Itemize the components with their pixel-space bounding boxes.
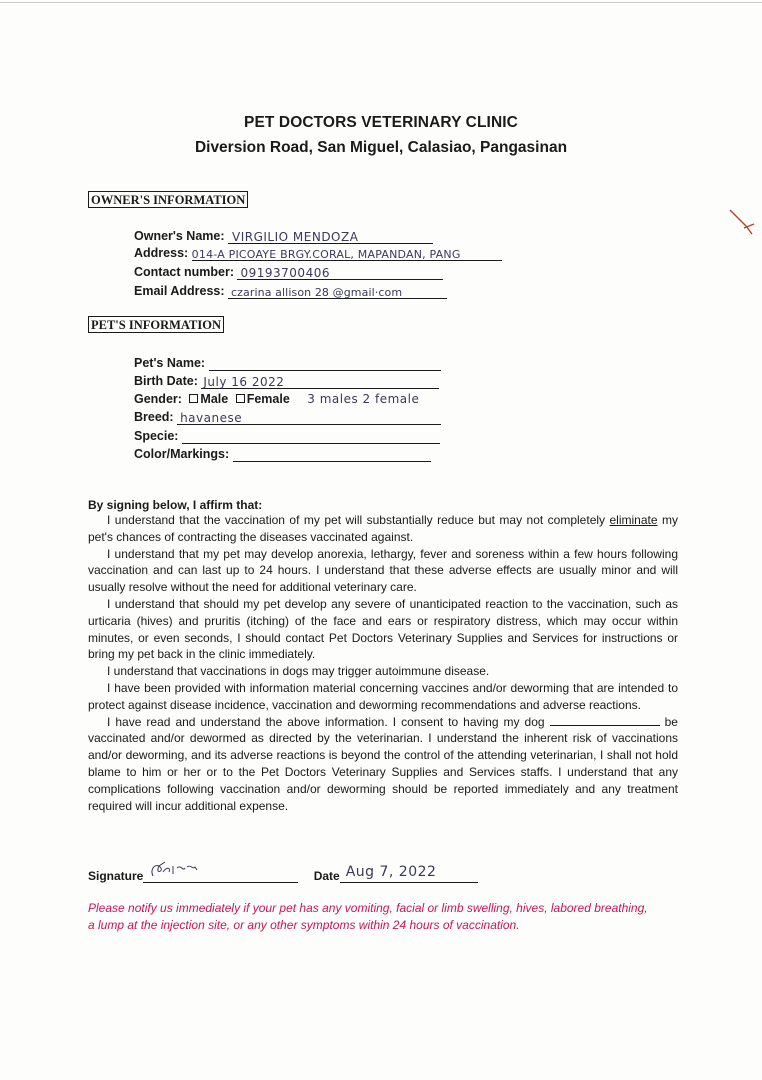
pet-breed-value: havanese bbox=[180, 411, 243, 425]
pet-specie-field[interactable] bbox=[182, 429, 440, 444]
affirm-heading: By signing below, I affirm that: bbox=[88, 498, 263, 512]
female-label: Female bbox=[246, 392, 290, 406]
pet-specie-row bbox=[134, 428, 440, 444]
owner-name-row bbox=[134, 228, 433, 244]
pet-section-heading: PET'S INFORMATION bbox=[88, 316, 224, 333]
pet-name-row bbox=[134, 355, 441, 371]
scan-edge-line bbox=[0, 2, 762, 3]
date-field[interactable] bbox=[340, 864, 478, 883]
affirm-paragraph-1 bbox=[88, 512, 678, 546]
signature-scribble bbox=[147, 858, 207, 882]
affirm-paragraph-4: I understand that vaccinations in dogs may trigger autoimmune disease. bbox=[107, 664, 490, 679]
pet-gender-value: 3 males 2 female bbox=[307, 392, 420, 406]
affirm-p6-text-end: be vaccinated and/or dewormed as directed by the veterinarian. I understand the inherent risk of vaccinations and/or deworming, and its adverse reactions is beyond the control of the attending veterinarian, I shall not hold blame to him or her or to the Pet Doctors Veterinary Supplies and Services staffs. I understand that any complications following vaccination and/or deworming should be reported immediately and any treatment required will incur additional expense. bbox=[88, 714, 678, 813]
affirm-p1-underlined: eliminate bbox=[609, 513, 658, 527]
affirm-paragraph-5: I have been provided with information material concerning vaccines and/or deworming that are intended to protect against disease incidence, vaccination and deworming recommendations and adverse reactions. bbox=[88, 680, 678, 712]
clinic-address: Diversion Road, San Miguel, Calasiao, Pangasinan bbox=[194, 139, 568, 156]
date-label: Date bbox=[313, 869, 340, 883]
pen-mark bbox=[728, 208, 756, 236]
owner-contact-value: 09193700406 bbox=[240, 266, 330, 280]
pet-name-field[interactable] bbox=[209, 356, 441, 371]
pet-name-label: Pet's Name: bbox=[134, 356, 206, 370]
affirm-paragraph-2: I understand that my pet may develop anorexia, lethargy, fever and soreness within a few hours following vaccination and can last up to 24 hours. I understand that these adverse effects are usually minor and will usually resolve without the need for additional veterinary care. bbox=[88, 546, 678, 595]
pet-breed-field[interactable] bbox=[177, 410, 441, 425]
pet-breed-label: Breed: bbox=[134, 410, 174, 424]
date-value: Aug 7, 2022 bbox=[345, 864, 437, 880]
pet-birth-field[interactable] bbox=[201, 374, 439, 389]
pet-breed-row bbox=[134, 409, 441, 425]
female-checkbox[interactable] bbox=[236, 394, 245, 403]
owner-section-heading: OWNER'S INFORMATION bbox=[88, 191, 248, 208]
pet-specie-label: Specie: bbox=[134, 429, 179, 443]
dog-name-blank[interactable] bbox=[550, 714, 660, 726]
owner-address-row bbox=[134, 245, 502, 261]
pet-color-field[interactable] bbox=[233, 447, 431, 462]
affirm-paragraph-3: I understand that should my pet develop any severe of unanticipated reaction to the vaccination, such as urticaria (hives) and pruritis (itching) of the face and ears or respiratory distress, which may occur within minutes, or even seconds, I should contact Pet Doctors Veterinary Supplies and Services for instructions or bring my pet back in the clinic immediately. bbox=[88, 596, 678, 662]
owner-address-value: 014-A PICOAYE BRGY.CORAL, MAPANDAN, PANG bbox=[191, 248, 461, 261]
affirm-p1-text-end: my pet's chances of contracting the diseases vaccinated against. bbox=[88, 513, 678, 544]
owner-email-row bbox=[134, 283, 447, 299]
owner-name-value: VIRGILIO MENDOZA bbox=[232, 230, 359, 244]
owner-email-value: czarina allison 28 @gmail·com bbox=[231, 286, 403, 299]
owner-address-field[interactable] bbox=[192, 246, 502, 261]
affirm-p6-text: I have read and understand the above information. I consent to having my dog bbox=[107, 714, 550, 729]
signature-row bbox=[88, 864, 478, 883]
post-vaccination-notice: Please notify us immediately if your pet has any vomiting, facial or limb swelling, hives, labored breathing, a lump at the injection site, or any other symptoms within 24 hours of vaccination. bbox=[88, 901, 648, 932]
affirm-body bbox=[88, 512, 678, 814]
pet-birth-label: Birth Date: bbox=[134, 374, 198, 388]
affirm-paragraph-6 bbox=[88, 714, 678, 815]
pet-gender-row bbox=[134, 391, 419, 407]
male-label: Male bbox=[200, 392, 229, 406]
pet-color-row bbox=[134, 446, 431, 462]
pet-birth-row bbox=[134, 373, 439, 389]
owner-contact-label: Contact number: bbox=[134, 265, 234, 279]
signature-field[interactable] bbox=[143, 864, 298, 883]
owner-email-label: Email Address: bbox=[134, 284, 225, 298]
male-checkbox[interactable] bbox=[189, 394, 198, 403]
pet-color-label: Color/Markings: bbox=[134, 447, 230, 461]
owner-contact-field[interactable] bbox=[237, 265, 443, 280]
signature-label: Signature bbox=[88, 869, 144, 883]
owner-name-field[interactable] bbox=[228, 229, 433, 244]
affirm-p1-text: I understand that the vaccination of my pet will substantially reduce but may not completely bbox=[107, 513, 610, 527]
owner-contact-row bbox=[134, 264, 443, 280]
pet-gender-label: Gender: bbox=[134, 392, 182, 406]
pet-birth-value: July 16 2022 bbox=[203, 375, 285, 389]
owner-email-field[interactable] bbox=[228, 284, 447, 299]
owner-name-label: Owner's Name: bbox=[134, 229, 225, 243]
owner-address-label: Address: bbox=[134, 246, 189, 260]
clinic-name: PET DOCTORS VETERINARY CLINIC bbox=[244, 114, 518, 131]
